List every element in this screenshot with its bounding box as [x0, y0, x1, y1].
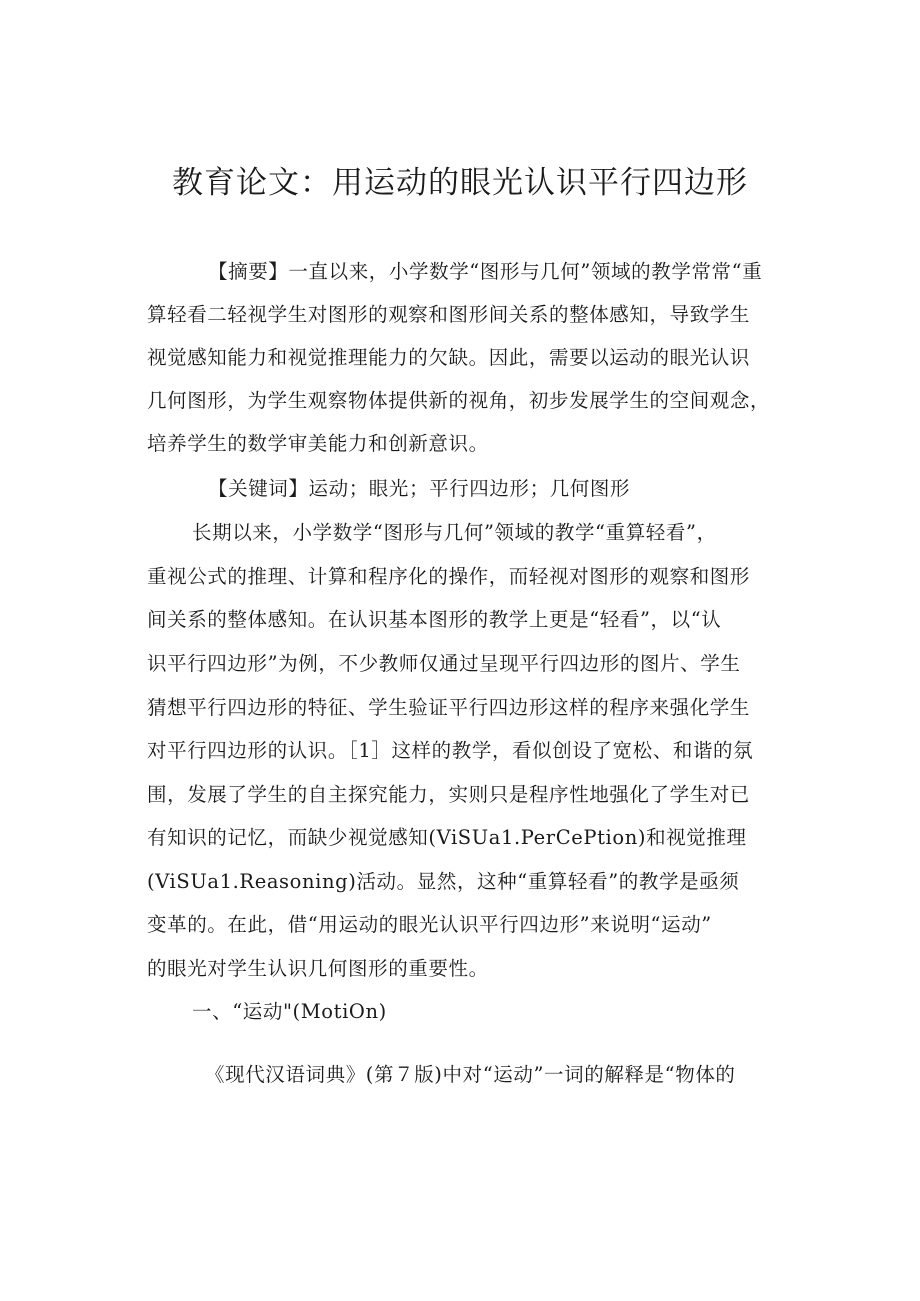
section-paragraph-line: 《现代汉语词典》(第７版)中对“运动”一词的解释是“物体的	[205, 1063, 736, 1086]
abstract-line: 算轻看二轻视学生对图形的观察和图形间关系的整体感知，导致学生	[147, 303, 751, 326]
body-line: 的眼光对学生认识几何图形的重要性。	[147, 957, 489, 980]
abstract-line: 培养学生的数学审美能力和创新意识。	[147, 432, 489, 455]
body-line: 间关系的整体感知。在认识基本图形的教学上更是“轻看”，以“认	[147, 608, 722, 631]
document-title: 教育论文：用运动的眼光认识平行四边形	[172, 165, 748, 201]
body-line: 猜想平行四边形的特征、学生验证平行四边形这样的程序来强化学生	[147, 696, 751, 719]
body-line: 重视公式的推理、计算和程序化的操作，而轻视对图形的观察和图形	[147, 565, 751, 588]
abstract-line: 几何图形，为学生观察物体提供新的视角，初步发展学生的空间观念，	[147, 389, 771, 412]
body-line: 有知识的记忆，而缺少视觉感知(ViSUa1.PerCePtion)和视觉推理	[147, 826, 747, 849]
body-line: 长期以来，小学数学“图形与几何”领域的教学“重算轻看”，	[192, 521, 717, 544]
body-line: (ViSUa1.Reasoning)活动。显然，这种“重算轻看”的教学是亟须	[147, 870, 740, 893]
body-line: 围，发展了学生的自主探究能力，实则只是程序性地强化了学生对已	[147, 783, 751, 806]
body-line: 识平行四边形”为例，不少教师仅通过呈现平行四边形的图片、学生	[147, 652, 741, 675]
keywords-line: 【关键词】运动；眼光；平行四边形；几何图形	[208, 477, 631, 500]
body-line: 对平行四边形的认识。［1］这样的教学，看似创设了宽松、和谐的氛	[147, 739, 754, 762]
body-line: 变革的。在此，借“用运动的眼光认识平行四边形”来说明“运动”	[147, 913, 712, 936]
abstract-line: 视觉感知能力和视觉推理能力的欠缺。因此，需要以运动的眼光认识	[147, 346, 751, 369]
section-heading: 一、“运动"(MotiOn)	[192, 1000, 387, 1023]
abstract-line: 【摘要】一直以来，小学数学“图形与几何”领域的教学常常“重	[208, 260, 763, 283]
